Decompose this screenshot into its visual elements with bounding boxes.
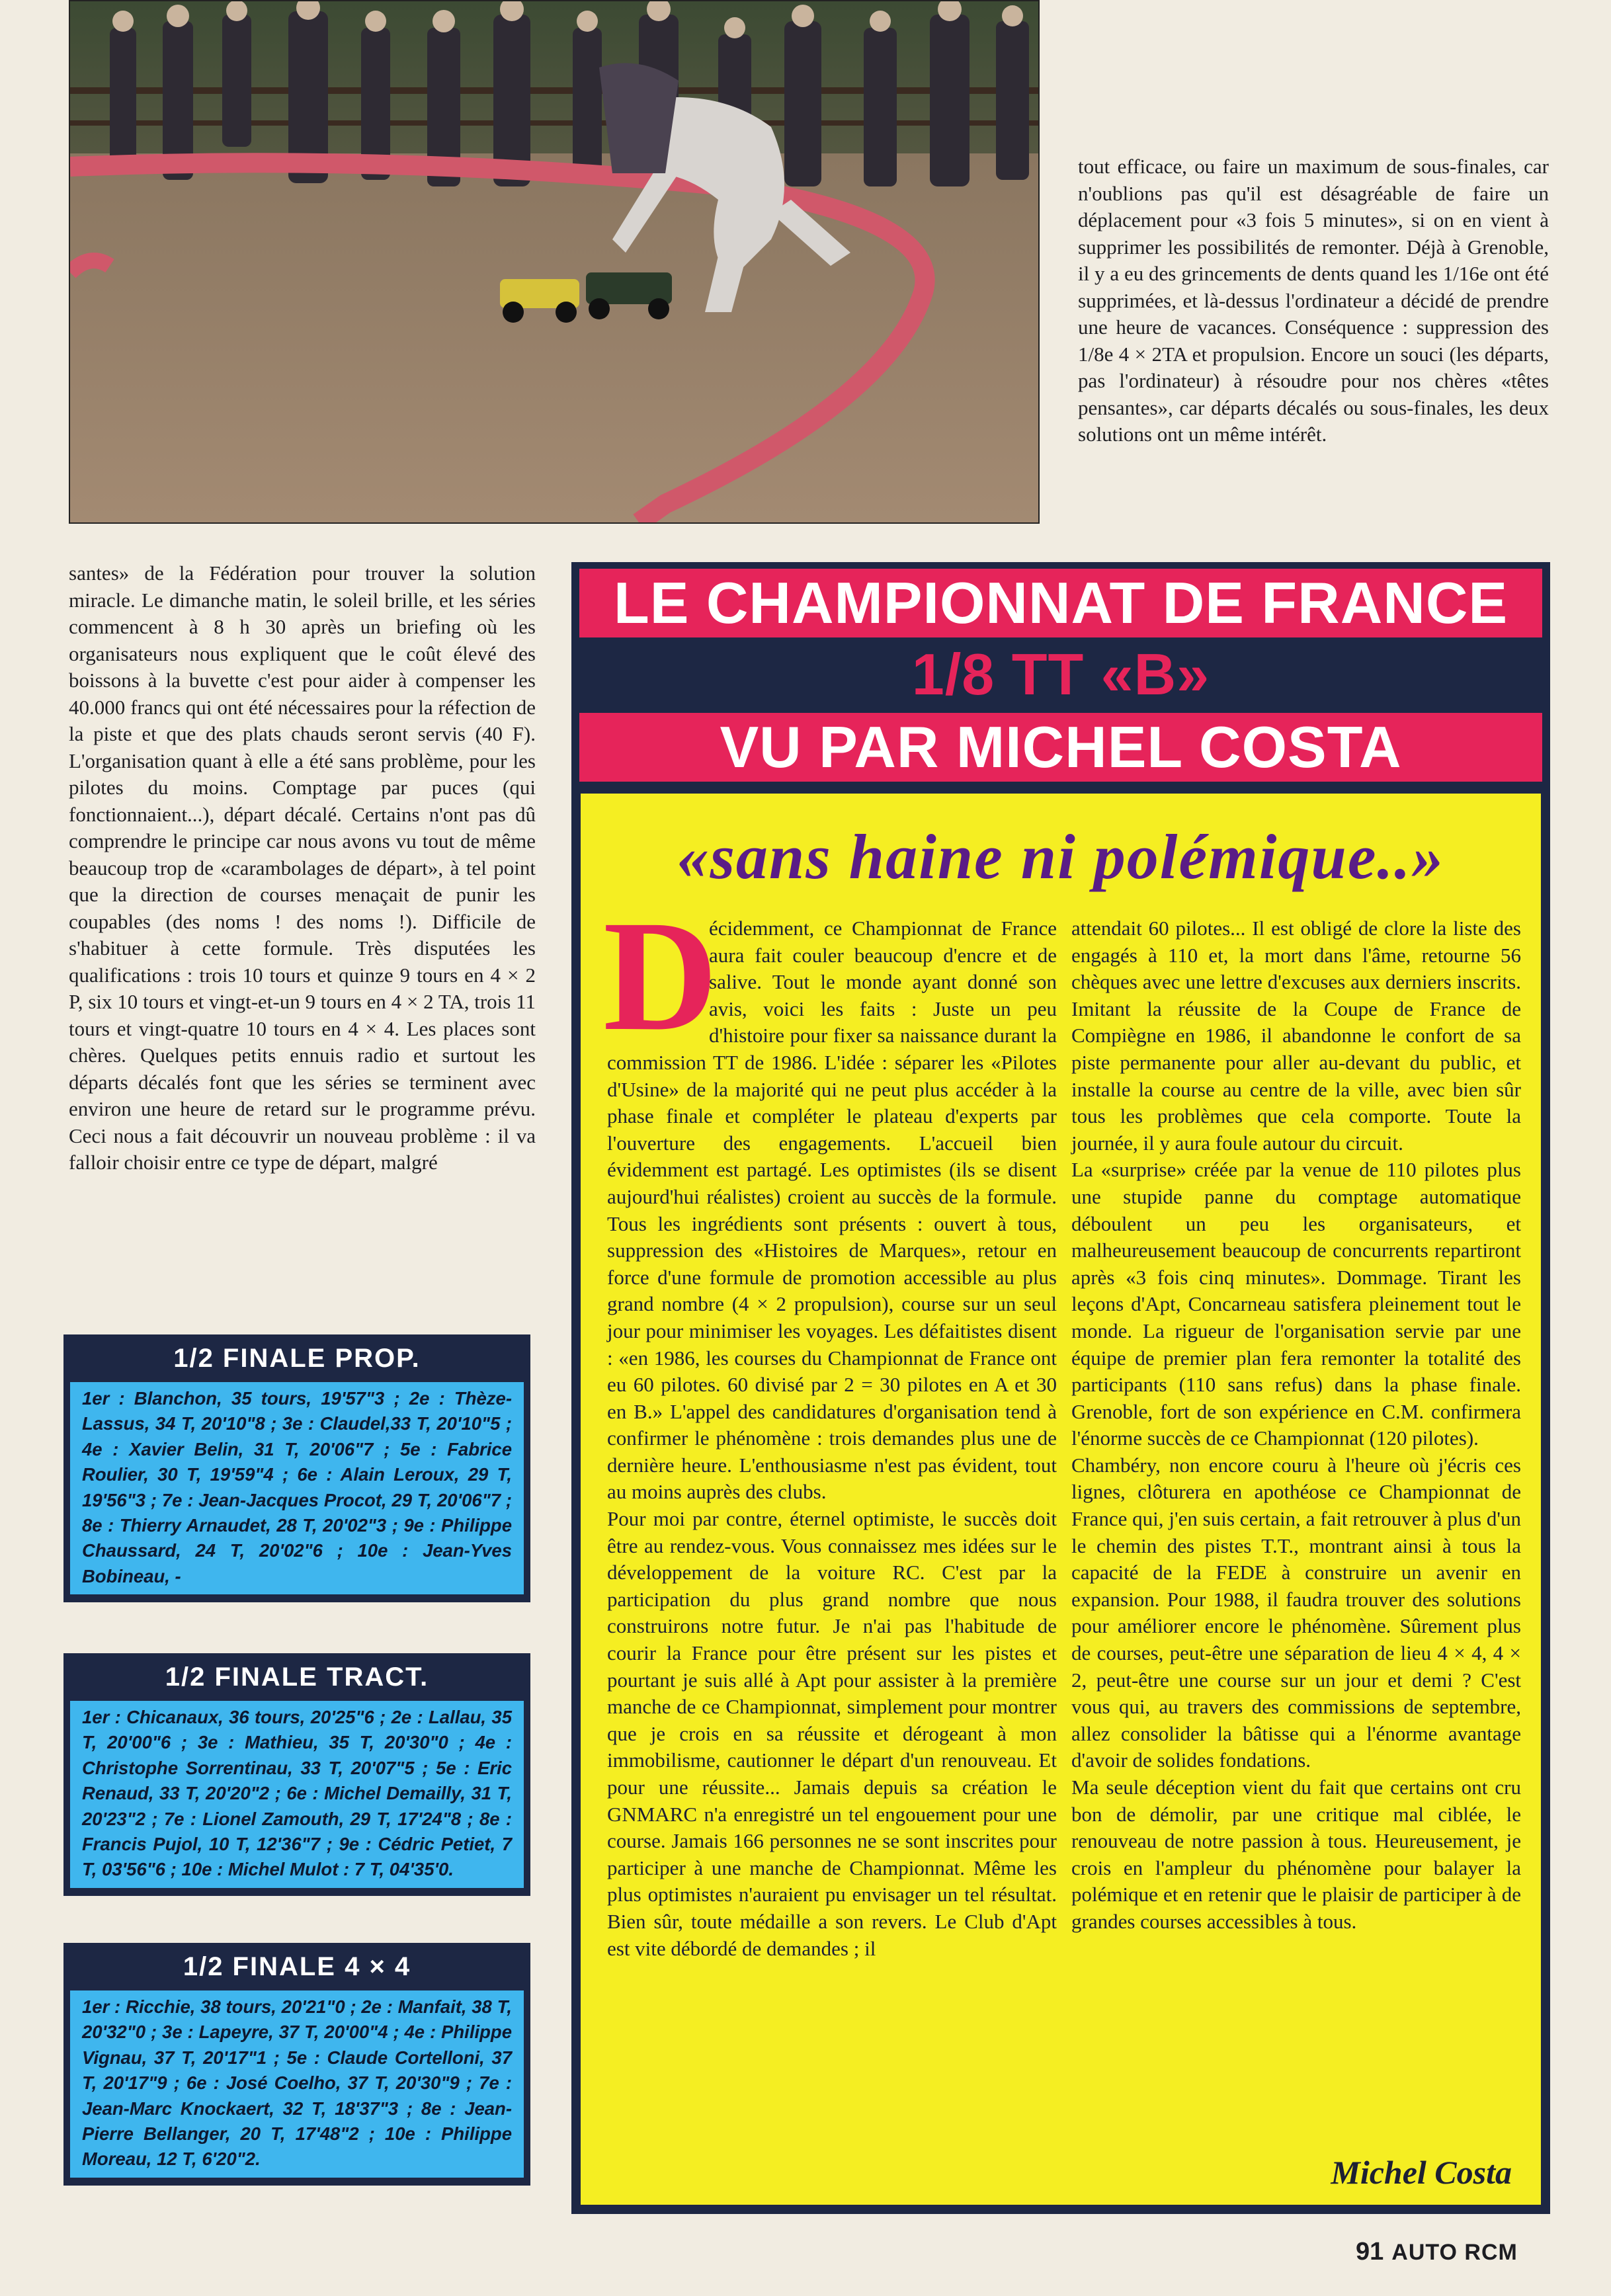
results-text: 1er : Ricchie, 38 tours, 20'21"0 ; 2e : Manfait, 38 T, 20'32"0 ; 3e : Lapeyre, 37 T, 20'00"4 ; 4e : Philippe Vignau, 37 T, 20'17"1 ; 5e : Claude Cortelloni, 37 T, 20'17"9 ; 6e : José Coelho, 37 T, 20'30"9 ; 7e : Jean-Marc Knockaert, 32 T, 18'37"3 ; 8e : Jean-Pierre Bellanger, 20 T, 17'48"2 ; 10e : Philippe Moreau, 12 T, 6'20"2. (82, 1996, 512, 2170)
rc-car-race-photo-icon (70, 1, 1038, 522)
results-box-tract (63, 1653, 530, 1896)
article-paragraph: Ma seule déception vient du fait que certains ont cru bon de démolir, par une critique mal ciblée, le renouveau de notre passion à tous. Heureusement, je crois en l'ampleur du phénomène pour balayer la polémique et en retenir que le plaisir de participer à de grandes courses accessibles à tous. (1071, 1776, 1521, 1933)
results-text: 1er : Blanchon, 35 tours, 19'57"3 ; 2e : Thèze-Lassus, 34 T, 20'10"8 ; 3e : Claudel,33 T, 20'10"5 ; 4e : Xavier Belin, 31 T, 20'06"7 ; 5e : Fabrice Roulier, 30 T, 19'59"4 ; 6e : Alain Leroux, 29 T, 19'56"3 ; 7e : Jean-Jacques Procot, 29 T, 20'06"7 ; 8e : Thierry Arnaudet, 28 T, 20'02"3 ; 9e : Philippe Chaussard, 24 T, 20'02"6 ; 10e : Jean-Yves Bobineau, - (82, 1388, 512, 1586)
article-paragraph: La «surprise» créée par la venue de 110 pilotes plus une stupide panne du comptage automatique déboulent un peu les organisateurs, et malheureusement beaucoup de concurrents repartiront après «3 fois cinq minutes». Dommage. Tirant les leçons d'Apt, Concarneau satisfera pleinement tout le monde. La rigueur de l'organisation servie par une équipe de premier plan fera remonter la totalité des participants (110 sans refus) dans la phase finale. Grenoble, fort de son expérience en C.M. confirmera l'énorme succès de ce Championnat (120 pilotes). (1071, 1158, 1521, 1450)
page-footer (1356, 2238, 1518, 2266)
title-line-1: LE CHAMPIONNAT DE FRANCE (579, 569, 1542, 637)
magazine-name: AUTO RCM (1391, 2240, 1518, 2265)
results-title: 1/2 FINALE 4 × 4 (183, 1951, 411, 1981)
article-title-block (571, 562, 1550, 791)
article-column-1 (603, 887, 1057, 1962)
results-title: 1/2 FINALE PROP. (173, 1343, 421, 1373)
results-text: 1er : Chicanaux, 36 tours, 20'25"6 ; 2e : Lallau, 35 T, 20'00"6 ; 3e : Mathieu, 35 T, 20'30"0 ; 4e : Christophe Sorrentinau, 33 T, 20'07"5 ; 5e : Eric Renaud, 33 T, 20'20"2 ; 6e : Michel Demailly, 31 T, 20'23"2 ; 7e : Lionel Zamouth, 29 T, 17'24"8 ; 8e : Francis Pujol, 10 T, 12'36"7 ; 9e : Cédric Petiet, 7 T, 03'56"6 ; 10e : Michel Mulot : 7 T, 04'35'0. (82, 1707, 512, 1880)
drop-cap: D (603, 887, 718, 1063)
results-box-prop (63, 1334, 530, 1602)
article-paragraph: attendait 60 pilotes... Il est obligé de clore la liste des engagés à 110 et, la mort dans l'âme, retourne 56 chèques avec une lettre d'excuses aux derniers inscrits. Imitant la réussite de la Coupe de France de Compiègne en 1986, il abandonne le confort de sa piste permanente pour aller au-devant du public, et installe la course au centre de la ville, avec bien sûr tous les problèmes que cela comporte. Toute la journée, il y aura foule autour du circuit. (1071, 917, 1521, 1155)
article-paragraph: Pour moi par contre, éternel optimiste, le succès doit être au rendez-vous. Vous connaissez mes idées sur le développement de la voiture RC. C'est par la participation du plus grand nombre que nous construirons notre futur. Je n'ai pas l'habitude de courir la France pour être présent sur les pistes et pourtant je suis allé à Apt pour assister à la première manche de ce Championnat, simplement pour montrer que je crois en sa réussite et dérogeant à mon immobilisme, cautionner le départ d'un renouveau. Et pour une réussite... Jamais depuis sa création le GNMARC n'a enregistré un tel engouement pour une course. Jamais 166 personnes ne se sont inscrites pour participer à une manche de Championnat. Même les plus optimistes n'auraient pu envisager un tel résultat. Bien sûr, toute médaille a son revers. Le Club d'Apt est vite débordé de demandes ; il (607, 1507, 1057, 1960)
article-paragraph: écidemment, ce Championnat de France aura fait couler beaucoup d'encre et de salive. Tout le monde ayant donné son avis, voici les faits : Juste un peu d'histoire pour fixer sa naissance durant la commission TT de 1986. L'idée : séparer les «Pilotes d'Usine» de la majorité qui ne peut plus accéder à la phase finale et compléter le plateau d'experts par l'ouverture des engagements. L'accueil bien évidemment est partagé. Les optimistes (ils se disent aujourd'hui réalistes) croient au succès de la formule. Tous les ingrédients sont présents : ouvert à tous, suppression des «Histoires de Marques», retour en force d'une formule de promotion accessible au plus grand nombre (4 × 2 propulsion), course sur un seul jour pour minimiser les voyages. Les défaitistes disent : «en 1986, les courses du Championnat de France ont eu 60 pilotes. 60 divisé par 2 = 30 pilotes en A et 30 en B.» L'appel des candidatures d'organisation tend à confirmer le phénomène : trois demandes plus une de dernière heure. L'enthousiasme n'est pas évident, tout au moins auprès des clubs. (607, 917, 1057, 1504)
race-photo (69, 0, 1040, 524)
top-right-text: tout efficace, ou faire un maximum de sous-finales, car n'oublions pas qu'il est désagréable de faire un déplacement pour «3 fois 5 minutes», si on en vient à supprimer les possibilités de remonter. Déjà à Grenoble, il y a eu des grincements de dents quand les 1/16e ont été supprimées, et là-dessus l'ordinateur a décidé de prendre une heure de vacances. Conséquence : suppression des 1/8e 4 × 2TA et propulsion. Encore un souci (les départs, pas l'ordinateur) à résoudre pour nos chères «têtes pensantes», car départs décalés ou sous-finales, les deux solutions ont un même intérêt. (1078, 155, 1549, 446)
title-line-2: 1/8 TT «B» (911, 641, 1210, 707)
article-paragraph: Chambéry, non encore couru à l'heure où j'écris ces lignes, clôturera en apothéose ce Championnat de France qui, j'en suis certain, a fait retrouver à plus d'un le chemin des pistes T.T., montrant ainsi à tous la capacité de la FEDE à construire un avenir en expansion. Pour 1988, il faudra trouver des solutions pour améliorer encore le phénomène. Sûrement plus de courses, peut-être une séparation de lieu 4 × 4, 4 × 2, peut-être une course sur un jour et demi ? C'est vous qui, au travers des commissions de septembre, allez consolider la bâtisse qui a l'énorme avantage d'avoir de solides fondations. (1071, 1453, 1521, 1772)
page-number: 91 (1356, 2238, 1384, 2266)
title-line-3: VU PAR MICHEL COSTA (579, 713, 1542, 782)
results-title: 1/2 FINALE TRACT. (165, 1662, 429, 1692)
author-signature: Michel Costa (1331, 2154, 1512, 2191)
article-column-2 (1071, 915, 1521, 1936)
left-column-text: santes» de la Fédération pour trouver la solution miracle. Le dimanche matin, le soleil brille, et les séries commencent à 8 h 30 après un briefing où les organisateurs nous expliquent que le coût élevé des boissons à la buvette c'est pour aider à compenser les 40.000 francs qui ont été nécessaires pour la réfection de la piste et que des plats chauds seront servis (40 F). L'organisation quant à elle a été sans problème, pour les pilotes du moins. Comptage par puces (qui fonctionnaient...), départ décalé. Certains n'ont pas dû comprendre le principe car nous avons vu tout de même beaucoup trop de «carambolages de départ», à tel point que la direction de courses menaçait de punir les coupables (des noms ! des noms !). Difficile de s'habituer à cette formule. Très disputées les qualifications : trois 10 tours et quinze 9 tours en 4 × 2 P, six 10 tours et vingt-et-un 9 tours en 4 × 2 TA, trois 11 tours et vingt-quatre 10 tours en 4 × 4. Les places sont chères. Quelques petits ennuis radio et surtout les départs décalés font que les séries se terminent avec environ une heure de retard sur le programme prévu. Ceci nous a fait découvrir un nouveau problème : il va falloir choisir entre ce type de départ, malgré (69, 561, 536, 1174)
article-box (571, 791, 1550, 2214)
article-subtitle: «sans haine ni polémique..» (677, 821, 1445, 892)
results-box-4x4 (63, 1943, 530, 2186)
